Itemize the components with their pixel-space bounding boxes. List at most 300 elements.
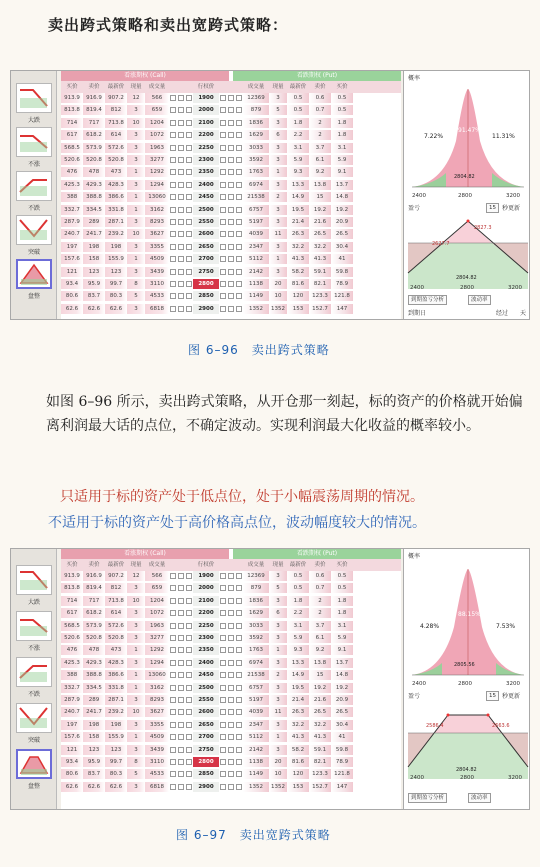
- row-checkbox[interactable]: [219, 143, 227, 153]
- column-header[interactable]: [227, 81, 235, 93]
- row-checkbox[interactable]: [235, 583, 243, 593]
- row-checkbox[interactable]: [235, 683, 243, 693]
- row-checkbox[interactable]: [177, 267, 185, 277]
- row-checkbox[interactable]: [219, 757, 227, 767]
- row-checkbox[interactable]: [169, 143, 177, 153]
- row-checkbox[interactable]: [185, 571, 193, 581]
- row-checkbox[interactable]: [185, 670, 193, 680]
- row-checkbox[interactable]: [235, 782, 243, 792]
- column-header[interactable]: 行权价: [197, 84, 215, 90]
- column-header[interactable]: [169, 81, 177, 93]
- row-checkbox[interactable]: [227, 658, 235, 668]
- row-checkbox[interactable]: [169, 658, 177, 668]
- row-checkbox[interactable]: [219, 254, 227, 264]
- row-checkbox[interactable]: [227, 93, 235, 103]
- row-checkbox[interactable]: [227, 180, 235, 190]
- row-checkbox[interactable]: [169, 180, 177, 190]
- row-checkbox[interactable]: [227, 118, 235, 128]
- row-checkbox[interactable]: [227, 583, 235, 593]
- column-header[interactable]: 最新价: [107, 562, 125, 568]
- row-checkbox[interactable]: [227, 695, 235, 705]
- row-checkbox[interactable]: [219, 633, 227, 643]
- volatility-button[interactable]: 波动率: [468, 793, 491, 803]
- row-checkbox[interactable]: [235, 757, 243, 767]
- row-checkbox[interactable]: [169, 118, 177, 128]
- row-checkbox[interactable]: [169, 167, 177, 177]
- row-checkbox[interactable]: [177, 180, 185, 190]
- row-checkbox[interactable]: [235, 732, 243, 742]
- row-checkbox[interactable]: [177, 217, 185, 227]
- row-checkbox[interactable]: [235, 93, 243, 103]
- row-checkbox[interactable]: [169, 720, 177, 730]
- row-checkbox[interactable]: [177, 130, 185, 140]
- row-checkbox[interactable]: [169, 229, 177, 239]
- row-checkbox[interactable]: [219, 155, 227, 165]
- row-checkbox[interactable]: [177, 143, 185, 153]
- row-checkbox[interactable]: [227, 608, 235, 618]
- row-checkbox[interactable]: [227, 732, 235, 742]
- row-checkbox[interactable]: [185, 633, 193, 643]
- row-checkbox[interactable]: [219, 180, 227, 190]
- table-row[interactable]: [61, 695, 401, 705]
- column-header[interactable]: 行权价: [197, 562, 215, 568]
- row-checkbox[interactable]: [185, 658, 193, 668]
- column-header[interactable]: 卖价: [314, 84, 326, 90]
- row-checkbox[interactable]: [227, 279, 235, 289]
- strategy-icon-not-rise[interactable]: [16, 611, 52, 641]
- row-checkbox[interactable]: [227, 745, 235, 755]
- table-row[interactable]: [61, 242, 401, 252]
- row-checkbox[interactable]: [177, 93, 185, 103]
- row-checkbox[interactable]: [177, 645, 185, 655]
- row-checkbox[interactable]: [169, 732, 177, 742]
- table-row[interactable]: [61, 608, 401, 618]
- row-checkbox[interactable]: [169, 254, 177, 264]
- row-checkbox[interactable]: [227, 683, 235, 693]
- row-checkbox[interactable]: [235, 105, 243, 115]
- column-header[interactable]: [177, 81, 185, 93]
- column-header[interactable]: 成交量: [148, 562, 166, 568]
- row-checkbox[interactable]: [169, 757, 177, 767]
- row-checkbox[interactable]: [185, 205, 193, 215]
- row-checkbox[interactable]: [227, 757, 235, 767]
- row-checkbox[interactable]: [177, 254, 185, 264]
- row-checkbox[interactable]: [219, 267, 227, 277]
- row-checkbox[interactable]: [185, 217, 193, 227]
- table-row[interactable]: [61, 155, 401, 165]
- row-checkbox[interactable]: [227, 720, 235, 730]
- update-interval-field[interactable]: 15: [486, 203, 499, 213]
- column-header[interactable]: [227, 559, 235, 571]
- row-checkbox[interactable]: [227, 670, 235, 680]
- row-checkbox[interactable]: [185, 720, 193, 730]
- row-checkbox[interactable]: [219, 304, 227, 314]
- row-checkbox[interactable]: [169, 217, 177, 227]
- table-row[interactable]: [61, 769, 401, 779]
- column-header[interactable]: 最新价: [107, 84, 125, 90]
- row-checkbox[interactable]: [185, 757, 193, 767]
- table-row[interactable]: [61, 304, 401, 314]
- row-checkbox[interactable]: [235, 633, 243, 643]
- row-checkbox[interactable]: [235, 621, 243, 631]
- row-checkbox[interactable]: [185, 304, 193, 314]
- table-row[interactable]: [61, 118, 401, 128]
- column-header[interactable]: 买价: [66, 562, 78, 568]
- row-checkbox[interactable]: [227, 291, 235, 301]
- analysis-mode-select[interactable]: 到期盈亏分析: [408, 295, 447, 305]
- row-checkbox[interactable]: [177, 242, 185, 252]
- row-checkbox[interactable]: [169, 267, 177, 277]
- row-checkbox[interactable]: [177, 205, 185, 215]
- column-header[interactable]: 买价: [336, 562, 348, 568]
- row-checkbox[interactable]: [185, 596, 193, 606]
- row-checkbox[interactable]: [235, 769, 243, 779]
- table-row[interactable]: [61, 254, 401, 264]
- row-checkbox[interactable]: [185, 707, 193, 717]
- row-checkbox[interactable]: [227, 242, 235, 252]
- row-checkbox[interactable]: [227, 571, 235, 581]
- table-row[interactable]: [61, 633, 401, 643]
- column-header[interactable]: [177, 559, 185, 571]
- row-checkbox[interactable]: [227, 205, 235, 215]
- row-checkbox[interactable]: [235, 279, 243, 289]
- row-checkbox[interactable]: [177, 608, 185, 618]
- strategy-icon-breakout[interactable]: [16, 703, 52, 733]
- column-header[interactable]: 最新价: [289, 84, 307, 90]
- table-row[interactable]: [61, 596, 401, 606]
- row-checkbox[interactable]: [169, 645, 177, 655]
- row-checkbox[interactable]: [227, 707, 235, 717]
- column-header[interactable]: 成交量: [247, 562, 265, 568]
- row-checkbox[interactable]: [227, 304, 235, 314]
- row-checkbox[interactable]: [227, 267, 235, 277]
- column-header[interactable]: [235, 81, 243, 93]
- row-checkbox[interactable]: [169, 279, 177, 289]
- column-header[interactable]: 卖价: [314, 562, 326, 568]
- row-checkbox[interactable]: [169, 695, 177, 705]
- row-checkbox[interactable]: [169, 633, 177, 643]
- row-checkbox[interactable]: [235, 217, 243, 227]
- row-checkbox[interactable]: [185, 167, 193, 177]
- row-checkbox[interactable]: [219, 583, 227, 593]
- column-header[interactable]: 最新价: [289, 562, 307, 568]
- table-row[interactable]: [61, 180, 401, 190]
- row-checkbox[interactable]: [219, 130, 227, 140]
- row-checkbox[interactable]: [235, 670, 243, 680]
- strategy-icon-consolidate[interactable]: [16, 259, 52, 289]
- row-checkbox[interactable]: [219, 192, 227, 202]
- row-checkbox[interactable]: [177, 621, 185, 631]
- row-checkbox[interactable]: [235, 304, 243, 314]
- table-row[interactable]: [61, 670, 401, 680]
- row-checkbox[interactable]: [227, 596, 235, 606]
- row-checkbox[interactable]: [169, 670, 177, 680]
- row-checkbox[interactable]: [169, 105, 177, 115]
- table-row[interactable]: [61, 683, 401, 693]
- row-checkbox[interactable]: [227, 621, 235, 631]
- row-checkbox[interactable]: [169, 93, 177, 103]
- column-header[interactable]: [235, 559, 243, 571]
- table-row[interactable]: [61, 93, 401, 103]
- row-checkbox[interactable]: [235, 645, 243, 655]
- strategy-icon-not-rise[interactable]: [16, 127, 52, 157]
- table-row[interactable]: [61, 291, 401, 301]
- row-checkbox[interactable]: [219, 707, 227, 717]
- row-checkbox[interactable]: [235, 254, 243, 264]
- row-checkbox[interactable]: [185, 254, 193, 264]
- row-checkbox[interactable]: [169, 782, 177, 792]
- row-checkbox[interactable]: [219, 670, 227, 680]
- column-header[interactable]: 卖价: [88, 84, 100, 90]
- row-checkbox[interactable]: [169, 192, 177, 202]
- row-checkbox[interactable]: [185, 180, 193, 190]
- row-checkbox[interactable]: [227, 633, 235, 643]
- row-checkbox[interactable]: [177, 707, 185, 717]
- table-row[interactable]: [61, 279, 401, 289]
- analysis-mode-select[interactable]: 到期盈亏分析: [408, 793, 447, 803]
- table-row[interactable]: [61, 205, 401, 215]
- row-checkbox[interactable]: [227, 105, 235, 115]
- row-checkbox[interactable]: [219, 732, 227, 742]
- row-checkbox[interactable]: [219, 167, 227, 177]
- row-checkbox[interactable]: [219, 279, 227, 289]
- row-checkbox[interactable]: [185, 242, 193, 252]
- row-checkbox[interactable]: [219, 217, 227, 227]
- row-checkbox[interactable]: [235, 118, 243, 128]
- row-checkbox[interactable]: [185, 105, 193, 115]
- table-row[interactable]: [61, 229, 401, 239]
- strategy-icon-breakout[interactable]: [16, 215, 52, 245]
- row-checkbox[interactable]: [235, 695, 243, 705]
- row-checkbox[interactable]: [235, 707, 243, 717]
- column-header[interactable]: 现量: [130, 562, 142, 568]
- row-checkbox[interactable]: [185, 583, 193, 593]
- row-checkbox[interactable]: [227, 782, 235, 792]
- table-row[interactable]: [61, 782, 401, 792]
- row-checkbox[interactable]: [185, 279, 193, 289]
- row-checkbox[interactable]: [235, 291, 243, 301]
- row-checkbox[interactable]: [177, 769, 185, 779]
- table-row[interactable]: [61, 267, 401, 277]
- table-row[interactable]: [61, 732, 401, 742]
- volatility-button[interactable]: 波动率: [468, 295, 491, 305]
- row-checkbox[interactable]: [235, 155, 243, 165]
- row-checkbox[interactable]: [185, 608, 193, 618]
- row-checkbox[interactable]: [227, 143, 235, 153]
- row-checkbox[interactable]: [235, 130, 243, 140]
- row-checkbox[interactable]: [227, 645, 235, 655]
- row-checkbox[interactable]: [227, 254, 235, 264]
- row-checkbox[interactable]: [177, 118, 185, 128]
- table-row[interactable]: [61, 707, 401, 717]
- row-checkbox[interactable]: [185, 93, 193, 103]
- row-checkbox[interactable]: [227, 155, 235, 165]
- row-checkbox[interactable]: [235, 571, 243, 581]
- row-checkbox[interactable]: [227, 769, 235, 779]
- strategy-icon-not-fall[interactable]: [16, 171, 52, 201]
- update-interval-field[interactable]: 15: [486, 691, 499, 701]
- row-checkbox[interactable]: [235, 192, 243, 202]
- row-checkbox[interactable]: [169, 155, 177, 165]
- column-header[interactable]: 成交量: [247, 84, 265, 90]
- row-checkbox[interactable]: [177, 571, 185, 581]
- row-checkbox[interactable]: [219, 658, 227, 668]
- row-checkbox[interactable]: [235, 167, 243, 177]
- row-checkbox[interactable]: [177, 583, 185, 593]
- row-checkbox[interactable]: [177, 658, 185, 668]
- row-checkbox[interactable]: [235, 180, 243, 190]
- row-checkbox[interactable]: [169, 596, 177, 606]
- row-checkbox[interactable]: [235, 720, 243, 730]
- row-checkbox[interactable]: [177, 279, 185, 289]
- row-checkbox[interactable]: [177, 720, 185, 730]
- strategy-icon-bear[interactable]: [16, 565, 52, 595]
- row-checkbox[interactable]: [185, 782, 193, 792]
- column-header[interactable]: [185, 81, 193, 93]
- column-header[interactable]: 现量: [272, 562, 284, 568]
- row-checkbox[interactable]: [219, 695, 227, 705]
- column-header[interactable]: [219, 81, 227, 93]
- row-checkbox[interactable]: [169, 769, 177, 779]
- table-row[interactable]: [61, 143, 401, 153]
- row-checkbox[interactable]: [219, 769, 227, 779]
- row-checkbox[interactable]: [235, 267, 243, 277]
- row-checkbox[interactable]: [185, 291, 193, 301]
- row-checkbox[interactable]: [177, 155, 185, 165]
- row-checkbox[interactable]: [185, 745, 193, 755]
- table-row[interactable]: [61, 130, 401, 140]
- table-row[interactable]: [61, 167, 401, 177]
- row-checkbox[interactable]: [169, 707, 177, 717]
- column-header[interactable]: 卖价: [88, 562, 100, 568]
- table-row[interactable]: [61, 583, 401, 593]
- row-checkbox[interactable]: [169, 571, 177, 581]
- row-checkbox[interactable]: [219, 782, 227, 792]
- row-checkbox[interactable]: [185, 732, 193, 742]
- row-checkbox[interactable]: [227, 192, 235, 202]
- row-checkbox[interactable]: [177, 304, 185, 314]
- row-checkbox[interactable]: [169, 304, 177, 314]
- row-checkbox[interactable]: [235, 608, 243, 618]
- row-checkbox[interactable]: [177, 683, 185, 693]
- row-checkbox[interactable]: [169, 130, 177, 140]
- row-checkbox[interactable]: [177, 782, 185, 792]
- row-checkbox[interactable]: [219, 93, 227, 103]
- table-row[interactable]: [61, 571, 401, 581]
- row-checkbox[interactable]: [227, 130, 235, 140]
- column-header[interactable]: [185, 559, 193, 571]
- row-checkbox[interactable]: [219, 596, 227, 606]
- strategy-icon-consolidate[interactable]: [16, 749, 52, 779]
- column-header[interactable]: [219, 559, 227, 571]
- row-checkbox[interactable]: [235, 745, 243, 755]
- row-checkbox[interactable]: [219, 118, 227, 128]
- row-checkbox[interactable]: [185, 695, 193, 705]
- column-header[interactable]: 买价: [336, 84, 348, 90]
- column-header[interactable]: 现量: [272, 84, 284, 90]
- row-checkbox[interactable]: [219, 571, 227, 581]
- row-checkbox[interactable]: [185, 229, 193, 239]
- row-checkbox[interactable]: [185, 130, 193, 140]
- row-checkbox[interactable]: [177, 633, 185, 643]
- row-checkbox[interactable]: [185, 645, 193, 655]
- column-header[interactable]: [169, 559, 177, 571]
- row-checkbox[interactable]: [177, 732, 185, 742]
- row-checkbox[interactable]: [219, 720, 227, 730]
- row-checkbox[interactable]: [169, 242, 177, 252]
- table-row[interactable]: [61, 192, 401, 202]
- row-checkbox[interactable]: [227, 167, 235, 177]
- row-checkbox[interactable]: [177, 167, 185, 177]
- row-checkbox[interactable]: [185, 683, 193, 693]
- row-checkbox[interactable]: [235, 205, 243, 215]
- row-checkbox[interactable]: [235, 596, 243, 606]
- row-checkbox[interactable]: [177, 229, 185, 239]
- table-row[interactable]: [61, 658, 401, 668]
- row-checkbox[interactable]: [185, 155, 193, 165]
- table-row[interactable]: [61, 105, 401, 115]
- row-checkbox[interactable]: [169, 745, 177, 755]
- row-checkbox[interactable]: [177, 596, 185, 606]
- row-checkbox[interactable]: [169, 608, 177, 618]
- row-checkbox[interactable]: [219, 745, 227, 755]
- row-checkbox[interactable]: [177, 105, 185, 115]
- row-checkbox[interactable]: [177, 695, 185, 705]
- table-row[interactable]: [61, 645, 401, 655]
- table-row[interactable]: [61, 720, 401, 730]
- table-row[interactable]: [61, 745, 401, 755]
- row-checkbox[interactable]: [185, 267, 193, 277]
- table-row[interactable]: [61, 217, 401, 227]
- row-checkbox[interactable]: [235, 658, 243, 668]
- row-checkbox[interactable]: [219, 291, 227, 301]
- row-checkbox[interactable]: [219, 608, 227, 618]
- row-checkbox[interactable]: [177, 670, 185, 680]
- row-checkbox[interactable]: [169, 583, 177, 593]
- row-checkbox[interactable]: [185, 118, 193, 128]
- row-checkbox[interactable]: [169, 205, 177, 215]
- row-checkbox[interactable]: [169, 683, 177, 693]
- row-checkbox[interactable]: [219, 229, 227, 239]
- row-checkbox[interactable]: [235, 242, 243, 252]
- column-header[interactable]: 成交量: [148, 84, 166, 90]
- row-checkbox[interactable]: [219, 621, 227, 631]
- row-checkbox[interactable]: [185, 621, 193, 631]
- strategy-icon-not-fall[interactable]: [16, 657, 52, 687]
- table-row[interactable]: [61, 757, 401, 767]
- row-checkbox[interactable]: [177, 192, 185, 202]
- row-checkbox[interactable]: [219, 205, 227, 215]
- row-checkbox[interactable]: [227, 229, 235, 239]
- row-checkbox[interactable]: [219, 105, 227, 115]
- column-header[interactable]: 现量: [130, 84, 142, 90]
- column-header[interactable]: 买价: [66, 84, 78, 90]
- row-checkbox[interactable]: [177, 757, 185, 767]
- row-checkbox[interactable]: [185, 769, 193, 779]
- strategy-icon-bear[interactable]: [16, 83, 52, 113]
- row-checkbox[interactable]: [169, 291, 177, 301]
- row-checkbox[interactable]: [219, 242, 227, 252]
- row-checkbox[interactable]: [177, 291, 185, 301]
- row-checkbox[interactable]: [177, 745, 185, 755]
- row-checkbox[interactable]: [185, 143, 193, 153]
- row-checkbox[interactable]: [185, 192, 193, 202]
- table-row[interactable]: [61, 621, 401, 631]
- row-checkbox[interactable]: [235, 143, 243, 153]
- row-checkbox[interactable]: [219, 645, 227, 655]
- row-checkbox[interactable]: [235, 229, 243, 239]
- row-checkbox[interactable]: [219, 683, 227, 693]
